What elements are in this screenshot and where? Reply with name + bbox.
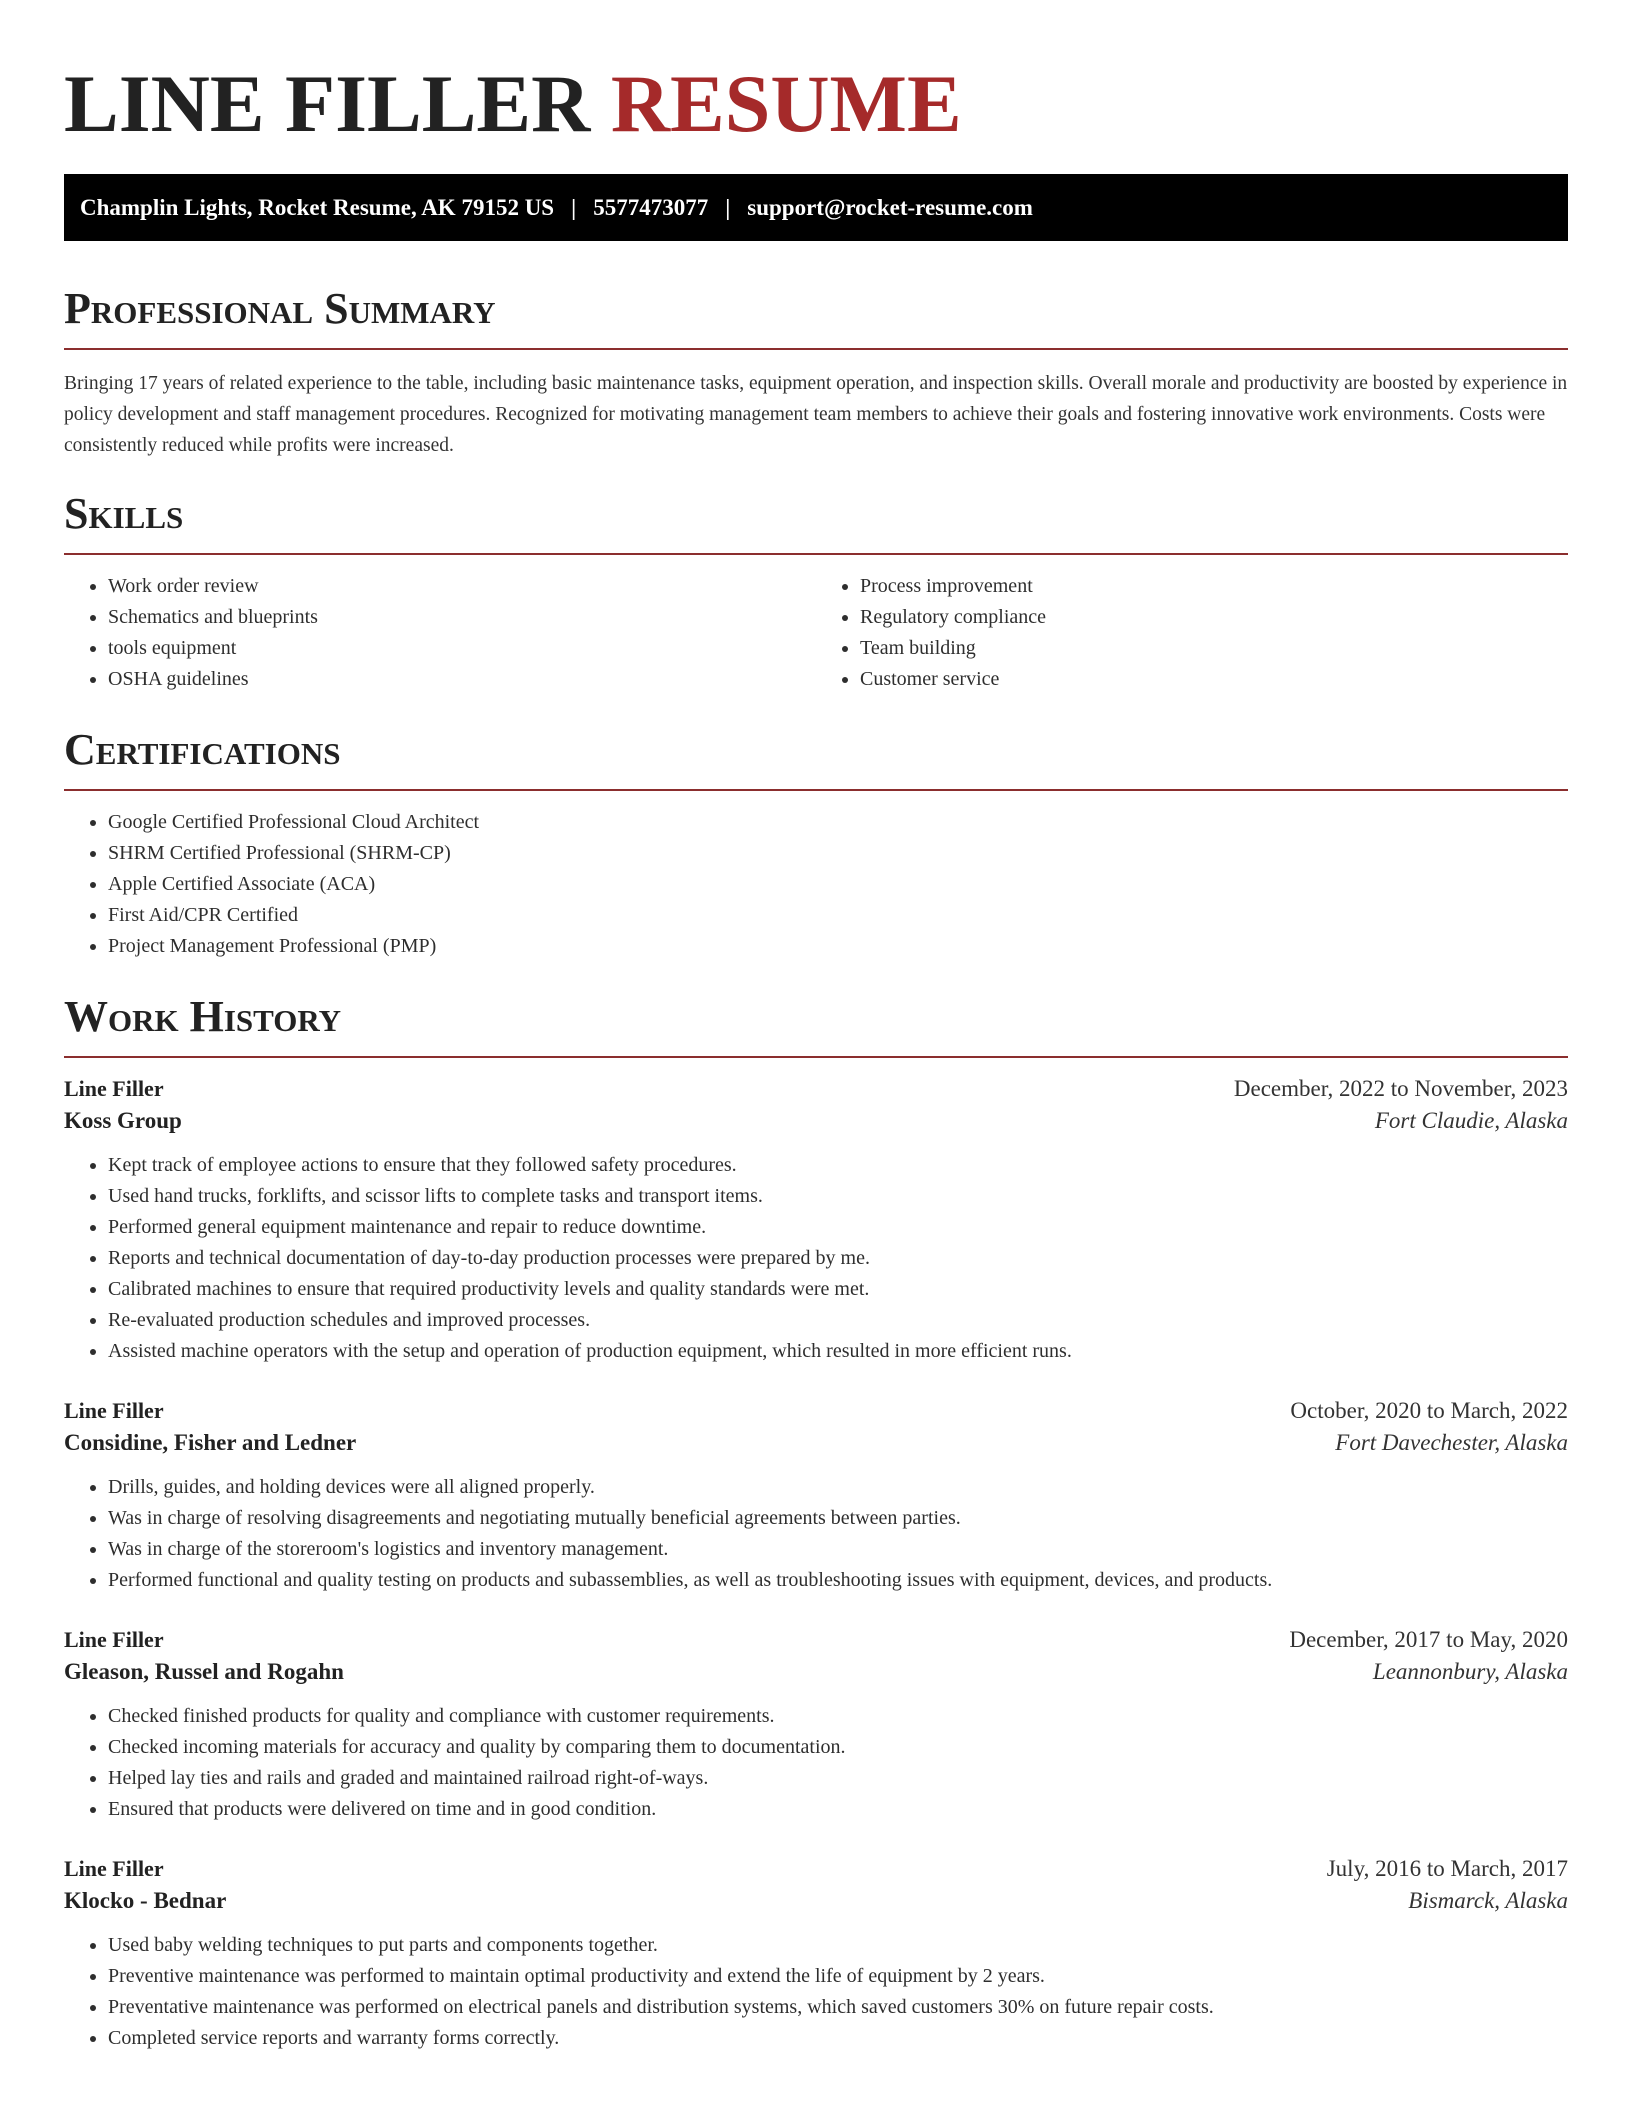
section-divider [64, 1056, 1568, 1058]
summary-section [64, 284, 1568, 461]
contact-phone: 5577473077 [593, 194, 709, 220]
job-title: Line Filler [64, 1076, 164, 1101]
job-duty: • Was in charge of the storeroom's logistics and inventory management. [108, 1534, 1568, 1565]
section-heading-skills: Skills [64, 489, 184, 538]
contact-separator: | [725, 194, 731, 220]
job-duty: • Calibrated machines to ensure that required productivity levels and quality standards were met. [108, 1274, 1568, 1305]
skill-item: • Regulatory compliance [860, 602, 1568, 633]
job-duty: • Re-evaluated production schedules and improved processes. [108, 1305, 1568, 1336]
job-company: Koss Group [64, 1108, 182, 1133]
skills-grid [64, 571, 1568, 695]
contact-separator: | [571, 194, 577, 220]
skills-list-right [816, 571, 1568, 695]
skill-item: • Work order review [108, 571, 816, 602]
skills-list-left [64, 571, 816, 695]
job-location: Bismarck, Alaska [1408, 1888, 1568, 1913]
title-main: LINE FILLER [64, 58, 591, 149]
certification-item: • Apple Certified Associate (ACA) [108, 869, 1568, 900]
job-duty: • Used baby welding techniques to put parts and components together. [108, 1930, 1568, 1961]
certification-item: • Google Certified Professional Cloud Architect [108, 807, 1568, 838]
skill-item: • Team building [860, 633, 1568, 664]
job-duty: • Preventative maintenance was performed on electrical panels and distribution systems, which saved customers 30% on future repair costs. [108, 1992, 1568, 2023]
job-company: Klocko - Bednar [64, 1888, 227, 1913]
job-entry [64, 1856, 1568, 2054]
certification-item: • SHRM Certified Professional (SHRM-CP) [108, 838, 1568, 869]
job-duty: • Used hand trucks, forklifts, and scissor lifts to complete tasks and transport items. [108, 1181, 1568, 1212]
skills-section [64, 489, 1568, 695]
job-duty: • Was in charge of resolving disagreements and negotiating mutually beneficial agreements between parties. [108, 1503, 1568, 1534]
job-entry [64, 1398, 1568, 1596]
job-header-row [64, 1627, 1568, 1653]
work-history-section [64, 992, 1568, 2054]
section-heading-certifications: Certifications [64, 725, 341, 774]
job-duties-list [64, 1930, 1568, 2054]
job-header-row [64, 1076, 1568, 1102]
job-company-row [64, 1108, 1568, 1134]
skills-column-left [64, 571, 816, 695]
job-dates: December, 2017 to May, 2020 [1289, 1627, 1568, 1652]
contact-address: Champlin Lights, Rocket Resume, AK 79152 US [80, 194, 555, 220]
job-company: Considine, Fisher and Ledner [64, 1430, 357, 1455]
summary-text: Bringing 17 years of related experience to the table, including basic maintenance tasks, equipment operation, and inspection skills. Overall morale and productivity are boosted by experience in policy development and staff management procedures. Recognized for motivating management team members to achieve their goals and fostering innovative work environments. Costs were consistently reduced while profits were increased. [64, 373, 1568, 456]
job-entry [64, 1627, 1568, 1825]
job-company-row [64, 1659, 1568, 1685]
job-duty: • Reports and technical documentation of day-to-day production processes were prepared by me. [108, 1243, 1568, 1274]
job-duty: • Kept track of employee actions to ensure that they followed safety procedures. [108, 1150, 1568, 1181]
certifications-list [64, 807, 1568, 962]
job-company-row [64, 1430, 1568, 1456]
job-entry [64, 1076, 1568, 1367]
job-duty: • Performed functional and quality testing on products and subassemblies, as well as troubleshooting issues with equipment, devices, and products. [108, 1565, 1568, 1596]
skill-item: • Customer service [860, 664, 1568, 695]
job-header-row [64, 1398, 1568, 1424]
certification-item: • First Aid/CPR Certified [108, 900, 1568, 931]
job-duty: • Assisted machine operators with the setup and operation of production equipment, which resulted in more efficient runs. [108, 1336, 1568, 1367]
job-duty: • Drills, guides, and holding devices were all aligned properly. [108, 1472, 1568, 1503]
job-location: Fort Davechester, Alaska [1335, 1430, 1568, 1455]
job-dates: July, 2016 to March, 2017 [1326, 1856, 1568, 1881]
skill-item: • OSHA guidelines [108, 664, 816, 695]
job-dates: October, 2020 to March, 2022 [1290, 1398, 1568, 1423]
skills-column-right [816, 571, 1568, 695]
job-duty: • Preventive maintenance was performed to maintain optimal productivity and extend the life of equipment by 2 years. [108, 1961, 1568, 1992]
job-duty: • Checked incoming materials for accuracy and quality by comparing them to documentation. [108, 1732, 1568, 1763]
job-duty: • Performed general equipment maintenance and repair to reduce downtime. [108, 1212, 1568, 1243]
job-duty: • Checked finished products for quality and compliance with customer requirements. [108, 1701, 1568, 1732]
skill-item: • tools equipment [108, 633, 816, 664]
certifications-section [64, 725, 1568, 962]
section-divider [64, 789, 1568, 791]
job-location: Leannonbury, Alaska [1372, 1659, 1568, 1684]
job-title: Line Filler [64, 1856, 164, 1881]
job-duty: • Helped lay ties and rails and graded and maintained railroad right-of-ways. [108, 1763, 1568, 1794]
job-duties-list [64, 1472, 1568, 1596]
job-company-row [64, 1888, 1568, 1914]
certification-item: • Project Management Professional (PMP) [108, 931, 1568, 962]
contact-email: support@rocket-resume.com [747, 194, 1033, 220]
skill-item: • Schematics and blueprints [108, 602, 816, 633]
job-header-row [64, 1856, 1568, 1882]
contact-bar [64, 174, 1568, 241]
job-location: Fort Claudie, Alaska [1374, 1108, 1568, 1133]
section-divider [64, 553, 1568, 555]
job-title: Line Filler [64, 1398, 164, 1423]
section-heading-work-history: Work History [64, 992, 342, 1041]
job-dates: December, 2022 to November, 2023 [1233, 1076, 1568, 1101]
title-accent: RESUME [610, 58, 962, 149]
section-heading-summary: Professional Summary [64, 284, 496, 333]
job-company: Gleason, Russel and Rogahn [64, 1659, 344, 1684]
section-divider [64, 348, 1568, 350]
job-duty: • Ensured that products were delivered on time and in good condition. [108, 1794, 1568, 1825]
resume-title [64, 0, 1568, 166]
job-duty: • Completed service reports and warranty forms correctly. [108, 2023, 1568, 2054]
skill-item: • Process improvement [860, 571, 1568, 602]
job-duties-list [64, 1150, 1568, 1367]
job-title: Line Filler [64, 1627, 164, 1652]
job-duties-list [64, 1701, 1568, 1825]
